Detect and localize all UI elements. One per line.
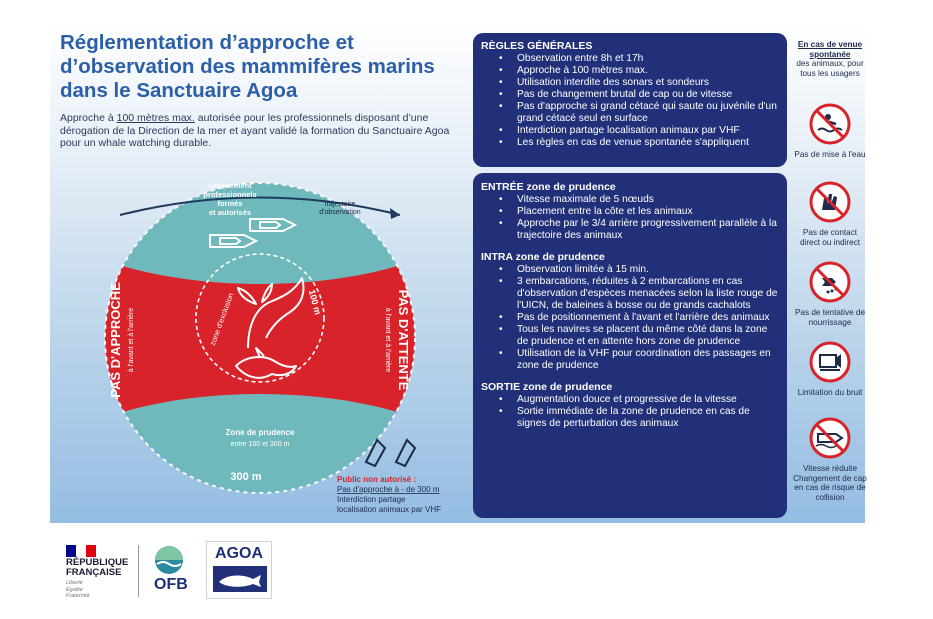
no-swimming-rule <box>792 102 868 160</box>
poster <box>50 20 865 523</box>
public-vhf-line: Interdiction partage <box>337 495 406 504</box>
flag-stripe-white <box>76 545 86 557</box>
noise-limit-rule <box>792 340 868 398</box>
no-feeding-icon <box>808 260 852 304</box>
general-rules-heading: RÈGLES GÉNÉRALES <box>481 40 593 52</box>
ofb-logo-text: OFB <box>154 576 188 593</box>
list-item: • Pas d'approche si grand cétacé qui saute ou juvénile d'un grand cétacé seul en surface <box>481 101 779 125</box>
no-approach-title: PAS D'APPROCHE <box>108 282 123 398</box>
exit-section <box>481 381 779 430</box>
agoa-logo <box>206 541 272 599</box>
trajectory-label-line: d'observation <box>319 209 361 216</box>
zone-diagram <box>50 20 470 523</box>
flag-stripe-blue <box>66 545 76 557</box>
republique-flag <box>66 545 96 557</box>
list-item: • Observation entre 8h et 17h <box>481 53 779 65</box>
intra-list <box>481 264 779 372</box>
exit-heading: SORTIE zone de prudence <box>481 381 613 393</box>
list-item: • Observation limitée à 15 min. <box>481 264 779 276</box>
list-item: • Interdiction partage localisation animaux par VHF <box>481 125 779 137</box>
flag-stripe-red <box>86 545 96 557</box>
no-approach-subtitle: à l'avant et à l'arrière <box>128 307 135 373</box>
motto-line: Fraternité <box>66 593 90 599</box>
spontaneous-heading-rest: des animaux, pour tous les usagers <box>796 59 864 78</box>
list-item: • Vitesse maximale de 5 nœuds <box>481 194 779 206</box>
general-rules-box <box>473 33 787 167</box>
rule-label: Limitation du bruit <box>797 388 863 397</box>
general-rules-list <box>481 53 779 149</box>
entry-list <box>481 194 779 242</box>
spontaneous-heading-underlined: En cas de venue spontanée <box>797 40 863 59</box>
list-item: • Augmentation douce et progressive de la vitesse <box>481 394 779 406</box>
list-item: • Tous les navires se placent du même côté dans la zone de prudence et en attente hors zone de prudence <box>481 324 779 348</box>
pros-label-line: formés <box>217 199 243 208</box>
agoa-whale-icon <box>213 566 267 592</box>
reduced-speed-rule <box>792 416 868 502</box>
no-waiting-subtitle: à l'avant et à l'arrière <box>384 307 391 373</box>
motto-line: Égalité <box>66 586 83 593</box>
public-vhf-line: localisation animaux par VHF <box>337 505 442 514</box>
rule-label: Pas de tentative de nourrissage <box>794 308 866 327</box>
list-item: • Placement entre la côte et les animaux <box>481 206 779 218</box>
radius-label: 100 m <box>306 288 324 316</box>
motto-line: Liberté <box>66 580 83 586</box>
no-waiting-title: PAS D'ATTENTE <box>396 289 411 391</box>
intro-text-start: Approche à <box>60 112 117 124</box>
exit-list <box>481 394 779 430</box>
republique-name <box>66 558 128 578</box>
list-item: • Approche à 100 mètres max. <box>481 65 779 77</box>
list-item: • Sortie immédiate de la zone de prudence en cas de signes de perturbation des animaux <box>481 406 779 430</box>
entry-section <box>481 181 779 242</box>
no-swimming-icon <box>808 102 852 146</box>
page-title: Réglementation d’approche et d’observation des mammifères marins dans le Sanctuaire Agoa <box>60 31 435 102</box>
intro-text-end: autorisée pour les professionnels disposant d’une dérogation de la Direction de la mer et ayant validé la formation du Sanctuaire Agoa pour un whale watching durable. <box>60 112 450 149</box>
rule-label: Vitesse réduite Changement de cap en cas de risque de collision <box>793 464 867 502</box>
list-item: • Approche par le 3/4 arrière progressivement parallèle à la trajectoire des animaux <box>481 218 779 242</box>
intra-heading: INTRA zone de prudence <box>481 251 605 263</box>
noise-limit-icon <box>808 340 852 384</box>
bottom-prudence-zone <box>50 394 470 523</box>
list-item: • Utilisation interdite des sonars et sondeurs <box>481 77 779 89</box>
prudence-zone-range: entre 100 et 300 m <box>230 441 290 448</box>
intra-section <box>481 251 779 372</box>
spontaneous-heading <box>796 40 864 78</box>
public-not-allowed-title: Public non autorisé : <box>337 475 417 484</box>
rf-name-line: RÉPUBLIQUE <box>66 557 129 568</box>
pros-label-line: et autorisés <box>208 208 252 217</box>
rule-label: Pas de contact direct ou indirect <box>799 228 861 247</box>
agoa-logo-text: AGOA <box>215 545 263 562</box>
public-boat-icon <box>366 440 415 466</box>
no-feeding-rule <box>792 260 868 327</box>
rf-name-line: FRANÇAISE <box>66 567 122 578</box>
trajectory-arrowhead <box>390 208 400 219</box>
list-item: • Les règles en cas de venue spontanée s'appliquent <box>481 137 779 149</box>
logo-footer <box>0 523 933 619</box>
outer-radius-label: 300 m <box>230 471 262 483</box>
ofb-logo-icon <box>154 545 184 575</box>
exclusion-label: zone d'exclusion <box>207 291 236 347</box>
trajectory-label-line: trajectoire <box>324 201 356 208</box>
list-item: • Pas de changement brutal de cap ou de vitesse <box>481 89 779 101</box>
list-item: • Pas de positionnement à l'avant et l'arrière des animaux <box>481 312 779 324</box>
reduced-speed-icon <box>808 416 852 460</box>
intro-underlined-distance: 100 mètres max. <box>116 112 195 124</box>
logo-separator <box>138 545 139 597</box>
list-item: • 3 embarcations, réduites à 2 embarcations en cas d'observation d'espèces menacées selon la liste rouge de l'UICN, de baleines à bosse ou de grands cachalots <box>481 276 779 312</box>
pros-label-line: Uniquement <box>208 181 252 190</box>
entry-heading: ENTRÉE zone de prudence <box>481 181 616 193</box>
no-touch-icon <box>808 180 852 224</box>
prudence-zone-label: Zone de prudence <box>225 428 295 437</box>
public-no-approach: Pas d'approche à - de 300 m <box>337 485 440 494</box>
no-touch-rule <box>792 180 868 247</box>
rule-label: Pas de mise à l'eau <box>794 150 866 159</box>
republique-motto <box>66 580 90 600</box>
pros-label-line: professionnels <box>203 190 257 199</box>
prudence-zone-rules-box <box>473 173 787 518</box>
list-item: • Utilisation de la VHF pour coordination des passages en zone de prudence <box>481 348 779 372</box>
